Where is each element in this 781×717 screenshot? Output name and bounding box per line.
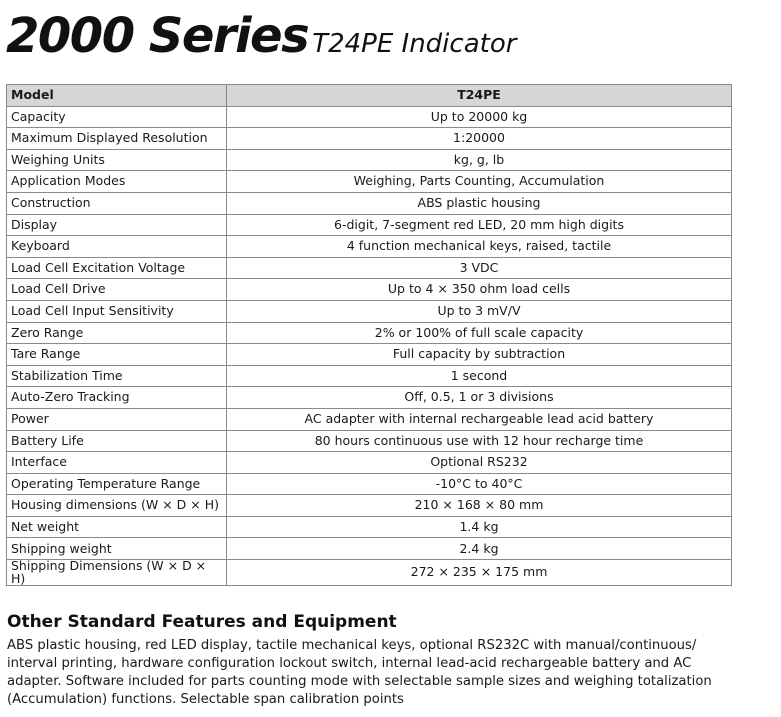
spec-value: Off, 0.5, 1 or 3 divisions [227,387,732,409]
spec-value: 1:20000 [227,128,732,150]
header-t24pe: T24PE [227,85,732,107]
spec-label: Display [7,214,227,236]
spec-value: Up to 3 mV/V [227,300,732,322]
spec-value: 4 function mechanical keys, raised, tactile [227,236,732,258]
spec-value: Optional RS232 [227,452,732,474]
spec-label: Shipping Dimensions (W × D × H) [7,560,227,586]
table-row [7,300,732,322]
page-title [6,8,516,64]
table-row [7,149,732,171]
spec-table [6,84,732,586]
spec-value: 1.4 kg [227,516,732,538]
spec-table-header [7,85,732,107]
spec-label: Tare Range [7,344,227,366]
spec-label: Auto-Zero Tracking [7,387,227,409]
spec-label: Load Cell Drive [7,279,227,301]
spec-label: Net weight [7,516,227,538]
table-row [7,214,732,236]
spec-value: 1 second [227,365,732,387]
table-row [7,106,732,128]
table-row [7,322,732,344]
spec-value: 2% or 100% of full scale capacity [227,322,732,344]
spec-value: kg, g, lb [227,149,732,171]
spec-label: Maximum Displayed Resolution [7,128,227,150]
spec-label: Load Cell Input Sensitivity [7,300,227,322]
product-subtitle: T24PE Indicator [312,29,517,59]
spec-label: Operating Temperature Range [7,473,227,495]
table-row [7,344,732,366]
spec-value: 6-digit, 7-segment red LED, 20 mm high digits [227,214,732,236]
table-row [7,430,732,452]
spec-value: ABS plastic housing [227,192,732,214]
table-row [7,495,732,517]
table-row [7,452,732,474]
table-row [7,128,732,150]
spec-value: Up to 20000 kg [227,106,732,128]
spec-value: AC adapter with internal rechargeable lead acid battery [227,408,732,430]
table-row [7,560,732,586]
features-title: Other Standard Features and Equipment [7,612,397,632]
table-row [7,365,732,387]
table-row [7,279,732,301]
spec-value: Full capacity by subtraction [227,344,732,366]
spec-label: Application Modes [7,171,227,193]
table-row [7,473,732,495]
table-row [7,192,732,214]
spec-label: Zero Range [7,322,227,344]
spec-value: 210 × 168 × 80 mm [227,495,732,517]
table-row [7,516,732,538]
spec-value: 80 hours continuous use with 12 hour recharge time [227,430,732,452]
spec-label: Power [7,408,227,430]
spec-value: 272 × 235 × 175 mm [227,560,732,586]
spec-value: 2.4 kg [227,538,732,560]
table-row [7,236,732,258]
series-title: 2000 Series [6,8,309,64]
spec-label: Shipping weight [7,538,227,560]
spec-label: Stabilization Time [7,365,227,387]
features-body: ABS plastic housing, red LED display, tactile mechanical keys, optional RS232C with manual/continuous/ interval printing, hardware configuration lockout switch, internal lead-acid rechargeable battery and AC adapter. Software included for parts counting mode with selectable sample sizes and weighing totalization (Accumulation) functions. Selectable span calibration points [7,638,712,707]
spec-label: Keyboard [7,236,227,258]
spec-label: Battery Life [7,430,227,452]
spec-label: Capacity [7,106,227,128]
spec-label: Housing dimensions (W × D × H) [7,495,227,517]
table-row [7,538,732,560]
spec-label: Construction [7,192,227,214]
spec-label: Weighing Units [7,149,227,171]
spec-value: -10°C to 40°C [227,473,732,495]
spec-label: Interface [7,452,227,474]
table-row [7,171,732,193]
spec-value: 3 VDC [227,257,732,279]
table-row [7,257,732,279]
header-model: Model [7,85,227,107]
table-row [7,408,732,430]
table-row [7,387,732,409]
spec-value: Weighing, Parts Counting, Accumulation [227,171,732,193]
spec-value: Up to 4 × 350 ohm load cells [227,279,732,301]
spec-label: Load Cell Excitation Voltage [7,257,227,279]
